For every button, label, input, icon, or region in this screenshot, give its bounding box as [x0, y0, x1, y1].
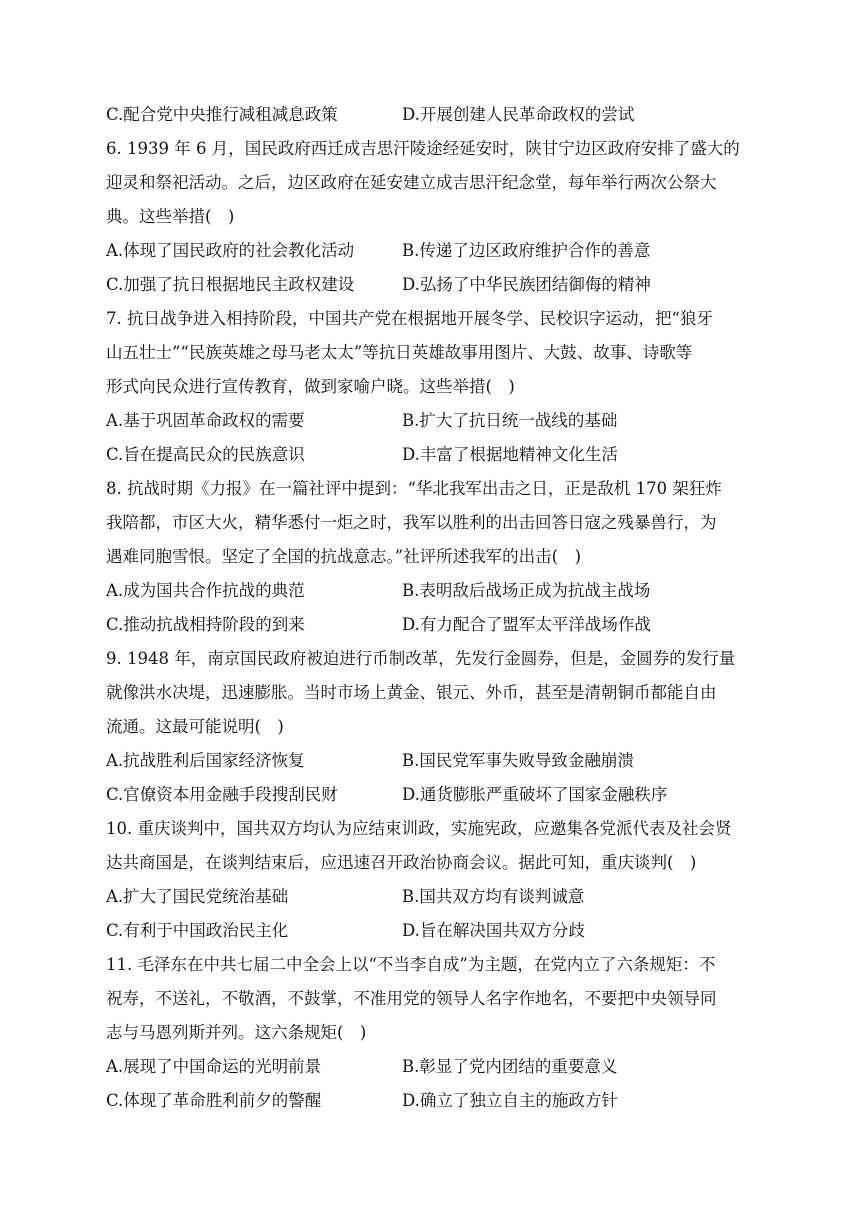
option-row [106, 1084, 758, 1118]
question-stem-line: 9. 1948 年，南京国民政府被迫进行币制改革，先发行金圆券，但是，金圆券的发行量 [106, 649, 736, 668]
question-stem-line: 11. 毛泽东在中共七届二中全会上以“不当李自成”为主题，在党内立了六条规矩：不 [106, 955, 716, 974]
question-stem-line: 典。这些举措( ) [106, 207, 235, 226]
question-stem-line: 迎灵和祭祀活动。之后，边区政府在延安建立成吉思汗纪念堂，每年举行两次公祭大 [106, 173, 717, 192]
option-b: B.国共双方均有谈判诚意 [402, 887, 585, 906]
option-a: A.体现了国民政府的社会教化活动 [106, 241, 355, 260]
question-stem-line: 10. 重庆谈判中，国共双方均认为应结束训政，实施宪政，应邀集各党派代表及社会贤 [106, 819, 732, 838]
option-d: D.开展创建人民革命政权的尝试 [402, 105, 635, 124]
option-d: D.旨在解决国共双方分歧 [402, 921, 585, 940]
option-c: C.推动抗战相持阶段的到来 [106, 615, 305, 634]
question-stem-line: 祝寿，不送礼，不敬酒，不鼓掌，不准用党的领导人名字作地名，不要把中央领导同 [106, 989, 717, 1008]
option-row [106, 234, 758, 268]
question-stem-line: 我陪都，市区大火，精华悉付一炬之时，我军以胜利的出击回答日寇之残暴兽行，为 [106, 513, 717, 532]
option-b: B.传递了边区政府维护合作的善意 [402, 241, 651, 260]
question-stem-line: 形式向民众进行宣传教育，做到家喻户晓。这些举措( ) [106, 377, 515, 396]
question-stem-line: 6. 1939 年 6 月，国民政府西迁成吉思汗陵途经延安时，陕甘宁边区政府安排了盛大的 [106, 139, 740, 158]
option-d: D.弘扬了中华民族团结御侮的精神 [402, 275, 651, 294]
option-d: D.有力配合了盟军太平洋战场作战 [402, 615, 651, 634]
option-row [106, 98, 758, 132]
option-b: B.彰显了党内团结的重要意义 [402, 1057, 618, 1076]
option-row [106, 268, 758, 302]
option-c: C.旨在提高民众的民族意识 [106, 445, 305, 464]
option-b: B.表明敌后战场正成为抗战主战场 [402, 581, 651, 600]
option-b: B.扩大了抗日统一战线的基础 [402, 411, 618, 430]
question-stem-line: 达共商国是，在谈判结束后，应迅速召开政治协商会议。据此可知，重庆谈判( ) [106, 853, 697, 872]
option-c: C.官僚资本用金融手段搜刮民财 [106, 785, 338, 804]
option-d: D.确立了独立自主的施政方针 [402, 1091, 618, 1110]
question-8 [106, 472, 758, 642]
question-stem-line: 山五壮士”“民族英雄之母马老太太”等抗日英雄故事用图片、大鼓、故事、诗歌等 [106, 343, 693, 362]
option-c: C.体现了革命胜利前夕的警醒 [106, 1091, 322, 1110]
option-c: C.加强了抗日根据地民主政权建设 [106, 275, 355, 294]
question-11 [106, 948, 758, 1118]
option-row [106, 1050, 758, 1084]
option-c: C.配合党中央推行减租减息政策 [106, 105, 338, 124]
option-b: B.国民党军事失败导致金融崩溃 [402, 751, 634, 770]
question-stem-line: 流通。这最可能说明( ) [106, 717, 284, 736]
exam-page [106, 98, 758, 1118]
question-stem-line: 就像洪水决堤，迅速膨胀。当时市场上黄金、银元、外币，甚至是清朝铜币都能自由 [106, 683, 717, 702]
option-row [106, 880, 758, 914]
option-row [106, 438, 758, 472]
option-row [106, 404, 758, 438]
option-row [106, 744, 758, 778]
question-9 [106, 642, 758, 812]
option-a: A.扩大了国民党统治基础 [106, 887, 289, 906]
option-a: A.抗战胜利后国家经济恢复 [106, 751, 305, 770]
option-d: D.通货膨胀严重破坏了国家金融秩序 [402, 785, 668, 804]
option-row [106, 574, 758, 608]
question-6 [106, 132, 758, 302]
question-stem-line: 遇难同胞雪恨。坚定了全国的抗战意志。”社评所述我军的出击( ) [106, 547, 582, 566]
question-stem-line: 8. 抗战时期《力报》在一篇社评中提到：“华北我军出击之日，正是敌机 170 架狂炸 [106, 479, 722, 498]
option-a: A.基于巩固革命政权的需要 [106, 411, 305, 430]
option-c: C.有利于中国政治民主化 [106, 921, 289, 940]
option-row [106, 914, 758, 948]
question-10 [106, 812, 758, 948]
option-a: A.成为国共合作抗战的典范 [106, 581, 305, 600]
option-row [106, 778, 758, 812]
question-stem-line: 7. 抗日战争进入相持阶段，中国共产党在根据地开展冬学、民校识字运动，把“狼牙 [106, 309, 713, 328]
option-d: D.丰富了根据地精神文化生活 [402, 445, 618, 464]
option-a: A.展现了中国命运的光明前景 [106, 1057, 322, 1076]
question-stem-line: 志与马恩列斯并列。这六条规矩( ) [106, 1023, 367, 1042]
option-row [106, 608, 758, 642]
question-7 [106, 302, 758, 472]
